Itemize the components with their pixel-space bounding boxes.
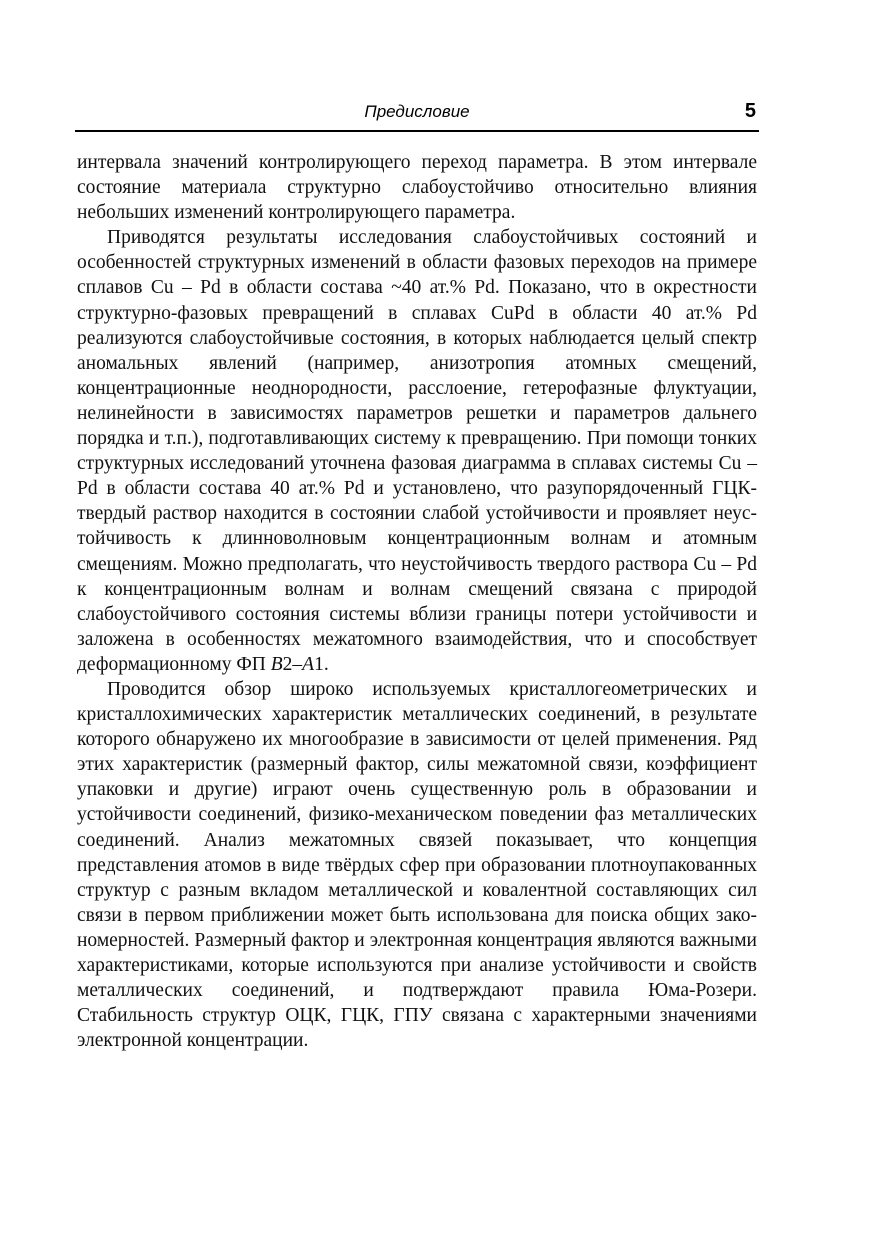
chapter-title: Предисловие (364, 102, 470, 121)
paragraph-cu-pd-results: Приводятся результаты исследования слабоустойчивых состояний и особенностей структурных изменений в области фазовых переходов на примере сплавов Cu – Pd в области состава ~40 ат.% Pd. Показано, что в окрестности структурно-фазовых превращений в сплавах CuPd в области 40 ат.% Pd реализуются слабоустойчивые состояния, в которых наблюдается целый спектр аномальных явлений (например, анизотропия атомных смещений, концентрационные неоднородности, расслоение, гетерофазные флуктуации, нелинейности в зависимостях параметров решетки и параметров дальнего порядка и т.п.), подготавливающих систему к превращению. При помощи тонких структурных исследований уточнена фазовая диаграмма в сплавах системы Cu – Pd в области состава 40 ат.% Pd и установлено, что разупорядоченный ГЦК-твердый раствор находится в состоянии слабой устойчивости и проявляет неустойчивость к длинноволновым концентрационным волнам и атомным смещениям. Можно предполагать, что неустойчивость твердого раствора Cu – Pd к концентрационным волнам и волнам смещений связана с природой слабоустойчивого состояния системы вблизи границы потери устойчивости и заложена в особенностях межатомного взаимодействия, что и способствует деформационному ФП B2–A1. (77, 227, 757, 675)
body-text (77, 150, 757, 1053)
paragraph-crystal-characteristics: Проводится обзор широко используемых кристаллогеометрических и кристаллохимических характеристик металлических соединений, в результате которого обнаружено их многообразие в зависимости от целей применения. Ряд этих характеристик (размерный фактор, силы межатомной связи, коэффициент упаковки и другие) играют очень существенную роль в образовании и устойчивости соединений, физико-механическом поведении фаз металлических соединений. Анализ межатомных связей показывает, что концепция представления атомов в виде твёрдых сфер при образовании плотноупакованных структур с разным вкладом металлической и ковалентной составляющих сил связи в первом приближении может быть использована для поиска общих закономерностей. Размерный фактор и электронная концентрация являются важными характеристиками, которые используются при анализе устойчивости и свойств металлических соединений, и подтверждают правила Юма-Розери. Стабильность структур ОЦК, ГЦК, ГПУ связана с характерными значениями электронной концентрации. (77, 678, 757, 1052)
running-header (75, 100, 759, 132)
paragraph-continued: интервала значений контролирующего переход параметра. В этом интервале состояние материала структурно слабоустойчиво относительно влияния небольших изменений контролирующего параметра. (77, 152, 757, 224)
page-number: 5 (744, 100, 756, 122)
